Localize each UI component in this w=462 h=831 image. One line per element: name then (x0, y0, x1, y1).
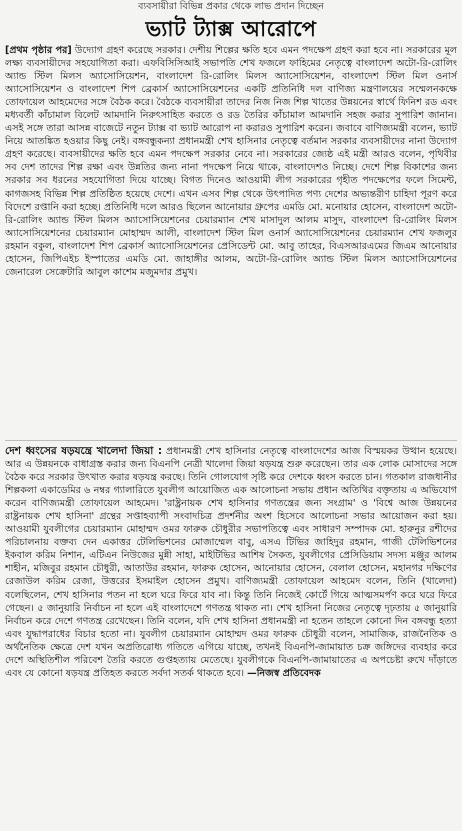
section-two-text: প্রধানমন্ত্রী শেখ হাসিনার নেতৃত্বে বাংলাদেশের আজ বিস্ময়কর উত্থান হয়েছে। আর এ উন্নয়নকে বাধাগ্রস্ত করার জন্য বিএনপি নেত্রী খালেদা জিয়া ষড়যন্ত্র শুরু করেছেন। তার এক লোক মোসাদের সঙ্গে বৈঠক করে সরকার উৎখাত করার ষড়যন্ত্র করছে। তিনি গোলযোগ সৃষ্টি করে দেশকে ধ্বংস করতে চান। গতকাল রাজধানীর শিল্পকলা একাডেমির ৬ নম্বর গ্যালারিতে যুবলীগ আয়োজিত এক আলোচনা সভায় প্রধান অতিথির বক্তৃতায় এ অভিযোগ করেন বাণিজ্যমন্ত্রী তোফায়েল আহমেদ। 'রাষ্ট্রনায়ক শেখ হাসিনার গণতন্ত্রের জন্য সংগ্রাম' ও 'বিশ্বে আজ উন্নয়নের রাষ্ট্রনায়ক শেখ হাসিনা' গ্রন্থের সপ্তাহব্যাপী সংবাদচিত্র প্রদর্শনীর অংশ হিসেবে আলোচনা সভার আয়োজন করা হয়। আওয়ামী যুবলীগের চেয়ারম্যান মোহাম্মদ ওমর ফারুক চৌধুরীর সভাপতিত্বে এবং সাধারণ সম্পাদক মো. হারুনুর রশীদের পরিচালনায় বক্তব্য দেন একাত্তর টেলিভিশনের মোজাম্মেল বাবু, এসএ টিভির জাহিদুর রহমান, গাজী টেলিভিশনের ইকবাল করিম নিশান, এটিএন নিউজের মুন্নী সাহা, মাইটিভির আশিষ সৈকত, যুবলীগের প্রেসিডিয়াম সদস্য মঞ্জুর আলম শাহীন, মজিবুর রহমান চৌধুরী, আতাউর রহমান, ফারুক হোসেন, আনোয়ার হোসেন, বেলাল হোসেন, মহানগর দক্ষিণের রেজাউল করিম রেজা, উত্তরের ইসমাইল হোসেন প্রমুখ। বাণিজ্যমন্ত্রী তোফায়েল আহমেদ বলেন, তিনি (খালেদা) বলেছিলেন, শেখ হাসিনার পতন না হলে ঘরে ফিরে যাব না। কিন্তু তিনি নিজেই কোর্টে গিয়ে আত্মসমর্পণ করে ঘরে ফিরে গেছেন। ৫ জানুয়ারি নির্বাচন না হলে এই বাংলাদেশে গণতন্ত্র থাকত না। শেখ হাসিনা নিজের নেতৃত্বে দৃঢ়তায় ৫ জানুয়ারি নির্বাচন করে দেশে গণতন্ত্র রেখেছেন। তিনি বলেন, যদি শেখ হাসিনা প্রধানমন্ত্রী না হতেন তাহলে কোনো দিন বঙ্গবন্ধু হত্যা এবং যুদ্ধাপরাধের বিচার হতো না। যুবলীগ চেয়ারম্যান মোহাম্মদ ওমর ফারুক চৌধুরী বলেন, সামাজিক, রাজনৈতিক ও অর্থনৈতিক ক্ষেত্রে দেশ যখন অপ্রতিরোধ্য গতিতে এগিয়ে যাচ্ছে, তখনই বিএনপি-জামায়াত চক্র জঙ্গিদের ব্যবহার করে দেশে অস্থিতিশীল পরিবেশ তৈরি করতে গুপ্তহত্যায় মেতেছে। যুবলীগকে বিএনপি-জামায়াতের এ অপচেষ্টা রুখে দাঁড়াতে এবং যে কোনো ষড়যন্ত্র প্রতিহত করতে সর্বদা সতর্ক থাকতে হবে। (5, 446, 457, 679)
byline: —নিজস্ব প্রতিবেদক (247, 667, 321, 679)
section-one (5, 44, 457, 439)
section-one-text: উদ্যোগ গ্রহণ করেছে সরকার। দেশীয় শিল্পের ক্ষতি হবে এমন পদক্ষেপ গ্রহণ করা হবে না। সরকারের মূল লক্ষ্য ব্যবসায়ীদের সহযোগিতা করা। এফবিসিসিআই সভাপতি শেখ ফজলে ফাহিমের নেতৃত্বে বাংলাদেশ অটো-রি-রোলিং অ্যান্ড স্টিল মিলস অ্যাসোসিয়েশন, বাংলাদেশ রি-রোলিং মিলস অ্যাসোসিয়েশন, বাংলাদেশ স্টিল মিল ওনার্স অ্যাসোসিয়েশন ও বাংলাদেশ শিপ ব্রেকার্স অ্যাসোসিয়েশনের একটি প্রতিনিধি দল বাণিজ্য মন্ত্রণালয়ের সম্মেলনকক্ষে তোফায়েল আহমেদের সঙ্গে বৈঠক করে। বৈঠকে ব্যবসায়ীরা তাদের নিজ নিজ শিল্প খাতের উন্নয়নের স্বার্থে ফিনিশ রড এবং মধ্যবর্তী কাঁচামাল বিলেট আমদানি নিরুৎসাহিত করতে ও রড তৈরির কাঁচামাল আমদানি সহজ করার সুপারিশ জানান। এসই সঙ্গে তারা আসন্ন বাজেটে নতুন ট্যাক্স বা ভ্যাট আরোপ না করারও সুপারিশ করেন। জবাবে বাণিজ্যমন্ত্রী বলেন, ভ্যাট নিয়ে আতঙ্কিত হওয়ার কিছু নেই। বঙ্গবন্ধুকন্যা প্রধানমন্ত্রী শেখ হাসিনার নেতৃত্বে বর্তমান সরকার ব্যবসায়ীদের নানা উদ্যোগ গ্রহণ করেছে। ব্যবসায়ীদের ক্ষতি হবে এমন পদক্ষেপ সরকার নেবে না। সরকারের জ্যেষ্ঠ এই মন্ত্রী আরও বলেন, পৃথিবীর সব দেশ তাদের শিল্প রক্ষা এবং উন্নতির জন্য নানা পদক্ষেপ নিয়ে থাকে, বাংলাদেশও নিচ্ছে। দেশে শিল্প বিকাশের জন্য সরকার সব ধরনের সহযোগিতা দিয়ে যাচ্ছে। বিগত দিনেও আওয়ামী লীগ সরকারের গৃহীত পদক্ষেপের ফলে সিমেন্ট, কাগজসহ বিভিন্ন শিল্প প্রতিষ্ঠিত হয়েছে দেশে। এখন এসব শিল্প থেকে উৎপাদিত পণ্য দেশের অভ্যন্তরীণ চাহিদা পূরণ করে বিদেশে রপ্তানি করা হচ্ছে। প্রতিনিধি দলে আরও ছিলেন আনোয়ার গ্রুপের এমডি মো. মনোয়ার হোসেন, বাংলাদেশ অটো-রি-রোলিং অ্যান্ড স্টিল মিলস অ্যাসোসিয়েশনের চেয়ারম্যান শেখ মাসাদুল আলম মাসুদ, বাংলাদেশ রি-রোলিং মিলস অ্যাসোসিয়েশনের চেয়ারম্যান মোহাম্মদ আলী, বাংলাদেশ স্টিল মিল ওনার্স অ্যাসোসিয়েশনের চেয়ারম্যান শেখ ফজলুর রহমান বকুল, বাংলাদেশ শিপ ব্রেকার্স অ্যাসোসিয়েশনের প্রেসিডেন্ট মো. আবু তাহের, বিএসআরএমের জিএম আনোয়ার হোসেন, জিপিএইচ ইস্পাতের এমডি মো. জাহাঙ্গীর আলম, অটো-রি-রোলিং অ্যান্ড স্টিল মিলস অ্যাসোসিয়েশনের জেনারেল সেক্রেটারি আবুল কাশেম মজুমদার প্রমুখ। (5, 45, 457, 278)
section-two-subhead: দেশ ধ্বংসের ষড়যন্ত্রে খালেদা জিয়া : (5, 445, 163, 457)
article-body (5, 44, 457, 815)
section-two-paragraph (5, 445, 457, 680)
section-divider (5, 440, 457, 441)
previous-article-fragment: ব্যবসায়ীরা বিভিন্ন প্রকার থেকে লাভ প্রদান দিচ্ছেন (138, 1, 324, 12)
section-two (5, 445, 457, 815)
article-headline: ভ্যাট ট্যাক্স আরোপে (145, 17, 317, 41)
continuation-marker: [প্রথম পৃষ্ঠার পর] (5, 45, 72, 56)
section-one-paragraph (5, 44, 457, 279)
